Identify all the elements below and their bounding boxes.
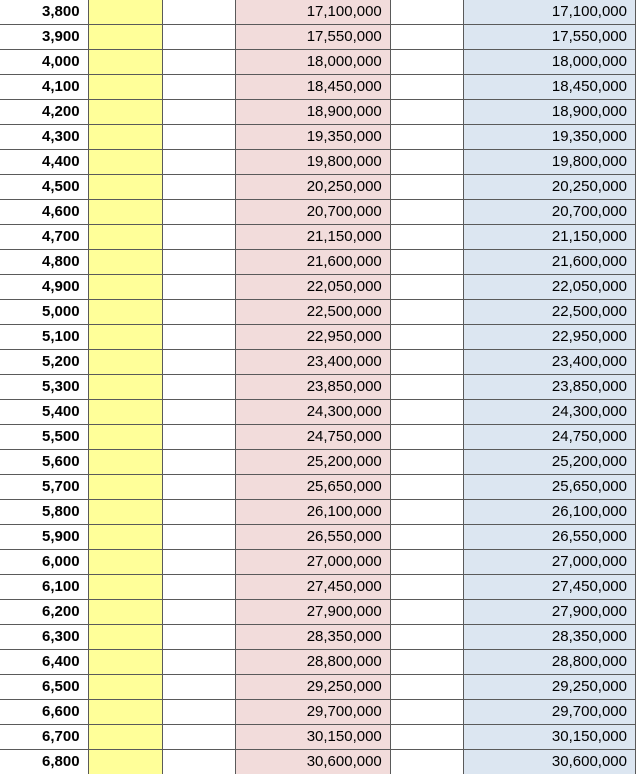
yellow-input-cell[interactable]	[88, 500, 162, 525]
empty-cell[interactable]	[390, 100, 463, 125]
empty-cell[interactable]	[162, 500, 235, 525]
empty-cell[interactable]	[162, 600, 235, 625]
empty-cell[interactable]	[390, 125, 463, 150]
value-b-cell[interactable]: 27,000,000	[463, 550, 635, 575]
quantity-cell[interactable]: 6,000	[0, 550, 88, 575]
value-b-cell[interactable]: 23,850,000	[463, 375, 635, 400]
value-a-cell[interactable]: 22,050,000	[235, 275, 390, 300]
empty-cell[interactable]	[162, 275, 235, 300]
empty-cell[interactable]	[390, 675, 463, 700]
value-b-cell[interactable]: 22,500,000	[463, 300, 635, 325]
empty-cell[interactable]	[162, 475, 235, 500]
empty-cell[interactable]	[390, 400, 463, 425]
value-a-cell[interactable]: 19,350,000	[235, 125, 390, 150]
yellow-input-cell[interactable]	[88, 400, 162, 425]
empty-cell[interactable]	[162, 225, 235, 250]
value-a-cell[interactable]: 24,750,000	[235, 425, 390, 450]
quantity-cell[interactable]: 5,700	[0, 475, 88, 500]
value-a-cell[interactable]: 23,850,000	[235, 375, 390, 400]
value-b-cell[interactable]: 22,950,000	[463, 325, 635, 350]
yellow-input-cell[interactable]	[88, 650, 162, 675]
table-row	[0, 50, 636, 75]
value-b-cell[interactable]: 23,400,000	[463, 350, 635, 375]
empty-cell[interactable]	[162, 250, 235, 275]
quantity-cell[interactable]: 4,500	[0, 175, 88, 200]
value-b-cell[interactable]: 27,450,000	[463, 575, 635, 600]
empty-cell[interactable]	[390, 550, 463, 575]
quantity-cell[interactable]: 4,200	[0, 100, 88, 125]
value-a-cell[interactable]: 24,300,000	[235, 400, 390, 425]
yellow-input-cell[interactable]	[88, 225, 162, 250]
yellow-input-cell[interactable]	[88, 425, 162, 450]
empty-cell[interactable]	[390, 375, 463, 400]
empty-cell[interactable]	[390, 50, 463, 75]
table-row	[0, 300, 636, 325]
empty-cell[interactable]	[162, 450, 235, 475]
yellow-input-cell[interactable]	[88, 0, 162, 25]
table-row	[0, 675, 636, 700]
value-b-cell[interactable]: 30,150,000	[463, 725, 635, 750]
value-b-cell[interactable]: 17,550,000	[463, 25, 635, 50]
value-a-cell[interactable]: 18,000,000	[235, 50, 390, 75]
quantity-cell[interactable]: 4,000	[0, 50, 88, 75]
table-row	[0, 375, 636, 400]
value-b-cell[interactable]: 22,050,000	[463, 275, 635, 300]
value-a-cell[interactable]: 28,350,000	[235, 625, 390, 650]
table-row	[0, 150, 636, 175]
quantity-cell[interactable]: 6,800	[0, 750, 88, 774]
value-b-cell[interactable]: 18,000,000	[463, 50, 635, 75]
quantity-cell[interactable]: 5,500	[0, 425, 88, 450]
table-row	[0, 500, 636, 525]
empty-cell[interactable]	[390, 475, 463, 500]
empty-cell[interactable]	[162, 675, 235, 700]
empty-cell[interactable]	[162, 625, 235, 650]
table-row	[0, 475, 636, 500]
quantity-cell[interactable]: 6,300	[0, 625, 88, 650]
value-a-cell[interactable]: 30,600,000	[235, 750, 390, 774]
yellow-input-cell[interactable]	[88, 300, 162, 325]
quantity-cell[interactable]: 4,800	[0, 250, 88, 275]
empty-cell[interactable]	[162, 425, 235, 450]
table-row	[0, 350, 636, 375]
value-a-cell[interactable]: 26,550,000	[235, 525, 390, 550]
table-row	[0, 325, 636, 350]
quantity-cell[interactable]: 3,900	[0, 25, 88, 50]
yellow-input-cell[interactable]	[88, 375, 162, 400]
empty-cell[interactable]	[390, 225, 463, 250]
value-a-cell[interactable]: 30,150,000	[235, 725, 390, 750]
empty-cell[interactable]	[390, 75, 463, 100]
table-row	[0, 175, 636, 200]
value-b-cell[interactable]: 19,350,000	[463, 125, 635, 150]
yellow-input-cell[interactable]	[88, 125, 162, 150]
quantity-cell[interactable]: 6,100	[0, 575, 88, 600]
quantity-cell[interactable]: 6,600	[0, 700, 88, 725]
quantity-cell[interactable]: 4,900	[0, 275, 88, 300]
empty-cell[interactable]	[390, 200, 463, 225]
yellow-input-cell[interactable]	[88, 450, 162, 475]
yellow-input-cell[interactable]	[88, 475, 162, 500]
value-b-cell[interactable]: 21,150,000	[463, 225, 635, 250]
empty-cell[interactable]	[390, 25, 463, 50]
empty-cell[interactable]	[390, 0, 463, 25]
table-row	[0, 650, 636, 675]
value-a-cell[interactable]: 29,250,000	[235, 675, 390, 700]
yellow-input-cell[interactable]	[88, 250, 162, 275]
empty-cell[interactable]	[390, 325, 463, 350]
empty-cell[interactable]	[162, 575, 235, 600]
value-b-cell[interactable]: 18,450,000	[463, 75, 635, 100]
value-b-cell[interactable]: 26,100,000	[463, 500, 635, 525]
value-a-cell[interactable]: 20,250,000	[235, 175, 390, 200]
yellow-input-cell[interactable]	[88, 100, 162, 125]
table-row	[0, 450, 636, 475]
empty-cell[interactable]	[390, 150, 463, 175]
table-row	[0, 575, 636, 600]
empty-cell[interactable]	[162, 200, 235, 225]
quantity-cell[interactable]: 5,300	[0, 375, 88, 400]
value-b-cell[interactable]: 20,700,000	[463, 200, 635, 225]
empty-cell[interactable]	[390, 175, 463, 200]
quantity-cell[interactable]: 5,400	[0, 400, 88, 425]
value-a-cell[interactable]: 27,000,000	[235, 550, 390, 575]
yellow-input-cell[interactable]	[88, 600, 162, 625]
quantity-cell[interactable]: 6,200	[0, 600, 88, 625]
quantity-cell[interactable]: 6,400	[0, 650, 88, 675]
table-row	[0, 600, 636, 625]
empty-cell[interactable]	[162, 700, 235, 725]
empty-cell[interactable]	[390, 725, 463, 750]
value-a-cell[interactable]: 28,800,000	[235, 650, 390, 675]
value-b-cell[interactable]: 20,250,000	[463, 175, 635, 200]
yellow-input-cell[interactable]	[88, 525, 162, 550]
quantity-cell[interactable]: 5,100	[0, 325, 88, 350]
table-row	[0, 700, 636, 725]
empty-cell[interactable]	[390, 300, 463, 325]
quantity-cell[interactable]: 5,200	[0, 350, 88, 375]
yellow-input-cell[interactable]	[88, 725, 162, 750]
empty-cell[interactable]	[162, 550, 235, 575]
value-b-cell[interactable]: 28,350,000	[463, 625, 635, 650]
empty-cell[interactable]	[162, 75, 235, 100]
yellow-input-cell[interactable]	[88, 625, 162, 650]
empty-cell[interactable]	[162, 25, 235, 50]
empty-cell[interactable]	[162, 325, 235, 350]
table-row	[0, 125, 636, 150]
table-row	[0, 225, 636, 250]
table-row	[0, 0, 636, 25]
value-a-cell[interactable]: 17,100,000	[235, 0, 390, 25]
value-b-cell[interactable]: 17,100,000	[463, 0, 635, 25]
empty-cell[interactable]	[390, 625, 463, 650]
value-a-cell[interactable]: 25,200,000	[235, 450, 390, 475]
yellow-input-cell[interactable]	[88, 575, 162, 600]
empty-cell[interactable]	[162, 50, 235, 75]
yellow-input-cell[interactable]	[88, 550, 162, 575]
empty-cell[interactable]	[390, 575, 463, 600]
yellow-input-cell[interactable]	[88, 25, 162, 50]
table-row	[0, 625, 636, 650]
table-row	[0, 25, 636, 50]
table-row	[0, 425, 636, 450]
value-a-cell[interactable]: 22,950,000	[235, 325, 390, 350]
value-b-cell[interactable]: 18,900,000	[463, 100, 635, 125]
value-b-cell[interactable]: 29,250,000	[463, 675, 635, 700]
quantity-cell[interactable]: 4,700	[0, 225, 88, 250]
quantity-cell[interactable]: 5,000	[0, 300, 88, 325]
value-b-cell[interactable]: 27,900,000	[463, 600, 635, 625]
value-b-cell[interactable]: 28,800,000	[463, 650, 635, 675]
quantity-cell[interactable]: 4,100	[0, 75, 88, 100]
empty-cell[interactable]	[390, 525, 463, 550]
empty-cell[interactable]	[162, 525, 235, 550]
value-b-cell[interactable]: 19,800,000	[463, 150, 635, 175]
table-row	[0, 250, 636, 275]
value-b-cell[interactable]: 21,600,000	[463, 250, 635, 275]
value-b-cell[interactable]: 26,550,000	[463, 525, 635, 550]
empty-cell[interactable]	[162, 175, 235, 200]
yellow-input-cell[interactable]	[88, 750, 162, 774]
empty-cell[interactable]	[390, 700, 463, 725]
quantity-cell[interactable]: 4,600	[0, 200, 88, 225]
value-a-cell[interactable]: 29,700,000	[235, 700, 390, 725]
empty-cell[interactable]	[390, 350, 463, 375]
yellow-input-cell[interactable]	[88, 675, 162, 700]
value-a-cell[interactable]: 18,450,000	[235, 75, 390, 100]
yellow-input-cell[interactable]	[88, 275, 162, 300]
value-a-cell[interactable]: 27,450,000	[235, 575, 390, 600]
value-a-cell[interactable]: 19,800,000	[235, 150, 390, 175]
table-row	[0, 75, 636, 100]
table-row	[0, 200, 636, 225]
yellow-input-cell[interactable]	[88, 175, 162, 200]
quantity-cell[interactable]: 6,700	[0, 725, 88, 750]
empty-cell[interactable]	[162, 300, 235, 325]
value-a-cell[interactable]: 18,900,000	[235, 100, 390, 125]
yellow-input-cell[interactable]	[88, 700, 162, 725]
value-b-cell[interactable]: 25,650,000	[463, 475, 635, 500]
value-a-cell[interactable]: 26,100,000	[235, 500, 390, 525]
empty-cell[interactable]	[162, 400, 235, 425]
quantity-cell[interactable]: 4,400	[0, 150, 88, 175]
table-row	[0, 750, 636, 774]
empty-cell[interactable]	[162, 750, 235, 774]
value-a-cell[interactable]: 20,700,000	[235, 200, 390, 225]
empty-cell[interactable]	[162, 350, 235, 375]
value-b-cell[interactable]: 30,600,000	[463, 750, 635, 774]
empty-cell[interactable]	[390, 500, 463, 525]
value-b-cell[interactable]: 29,700,000	[463, 700, 635, 725]
empty-cell[interactable]	[390, 425, 463, 450]
quantity-cell[interactable]: 3,800	[0, 0, 88, 25]
empty-cell[interactable]	[162, 125, 235, 150]
empty-cell[interactable]	[390, 275, 463, 300]
empty-cell[interactable]	[390, 600, 463, 625]
value-a-cell[interactable]: 25,650,000	[235, 475, 390, 500]
quantity-cell[interactable]: 4,300	[0, 125, 88, 150]
value-a-cell[interactable]: 23,400,000	[235, 350, 390, 375]
empty-cell[interactable]	[390, 750, 463, 774]
table-row	[0, 275, 636, 300]
table-row	[0, 525, 636, 550]
empty-cell[interactable]	[162, 650, 235, 675]
yellow-input-cell[interactable]	[88, 350, 162, 375]
value-b-cell[interactable]: 24,300,000	[463, 400, 635, 425]
value-a-cell[interactable]: 21,600,000	[235, 250, 390, 275]
table-row	[0, 100, 636, 125]
yellow-input-cell[interactable]	[88, 150, 162, 175]
value-b-cell[interactable]: 25,200,000	[463, 450, 635, 475]
empty-cell[interactable]	[390, 450, 463, 475]
quantity-cell[interactable]: 5,600	[0, 450, 88, 475]
empty-cell[interactable]	[390, 250, 463, 275]
table-row	[0, 725, 636, 750]
value-a-cell[interactable]: 22,500,000	[235, 300, 390, 325]
value-a-cell[interactable]: 27,900,000	[235, 600, 390, 625]
empty-cell[interactable]	[162, 0, 235, 25]
yellow-input-cell[interactable]	[88, 50, 162, 75]
empty-cell[interactable]	[162, 725, 235, 750]
yellow-input-cell[interactable]	[88, 325, 162, 350]
value-b-cell[interactable]: 24,750,000	[463, 425, 635, 450]
table-row	[0, 550, 636, 575]
quantity-cell[interactable]: 6,500	[0, 675, 88, 700]
table-row	[0, 400, 636, 425]
empty-cell[interactable]	[162, 375, 235, 400]
quantity-cell[interactable]: 5,800	[0, 500, 88, 525]
empty-cell[interactable]	[390, 650, 463, 675]
empty-cell[interactable]	[162, 150, 235, 175]
quantity-cell[interactable]: 5,900	[0, 525, 88, 550]
yellow-input-cell[interactable]	[88, 75, 162, 100]
yellow-input-cell[interactable]	[88, 200, 162, 225]
empty-cell[interactable]	[162, 100, 235, 125]
value-a-cell[interactable]: 21,150,000	[235, 225, 390, 250]
value-a-cell[interactable]: 17,550,000	[235, 25, 390, 50]
